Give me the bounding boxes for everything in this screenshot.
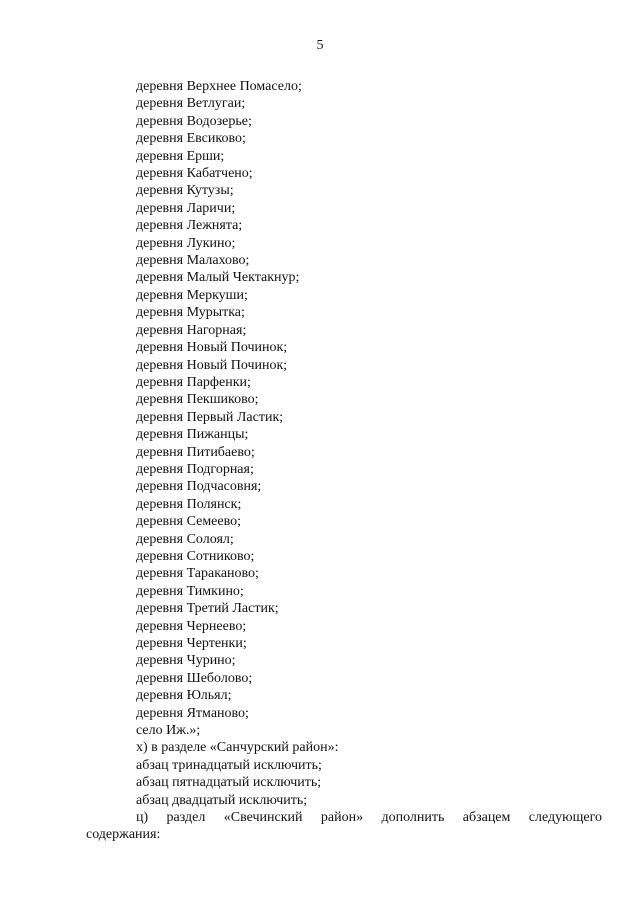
settlement-line: деревня Верхнее Помасело; [136,79,302,94]
settlement-line: деревня Водозерье; [136,113,252,129]
amendment-line: абзац тринадцатый исключить; [136,757,322,773]
settlement-line: деревня Лежнята; [136,218,243,234]
document-body [86,78,602,844]
amendment-line: х) в разделе «Санчурский район»: [136,740,339,756]
settlement-line: деревня Подгорная; [136,461,254,477]
settlement-line: деревня Шеболово; [136,670,253,686]
settlement-line: деревня Ерши; [136,148,225,164]
settlement-line: деревня Ятманово; [136,705,249,721]
final-paragraph-word: раздел [166,810,206,826]
final-paragraph-word: дополнить [381,810,445,826]
settlement-line: деревня Третий Ластик; [136,601,279,617]
amendment-list [136,739,602,809]
settlement-line: деревня Чурино; [136,653,236,669]
final-paragraph-word: ц) [136,810,149,826]
settlement-line: деревня Питибаево; [136,444,255,460]
settlement-line: деревня Тимкино; [136,583,244,599]
final-paragraph-word: район» [320,810,364,826]
settlement-line: деревня Подчасовня; [136,479,262,495]
settlement-line: деревня Первый Ластик; [136,409,284,425]
settlement-line: деревня Полянск; [136,496,242,512]
settlement-line: деревня Юльял; [136,688,232,704]
settlement-line: деревня Парфенки; [136,374,251,390]
settlement-line: деревня Ларичи; [136,200,236,216]
amendment-line: абзац пятнадцатый исключить; [136,775,322,791]
settlement-list [136,78,602,739]
settlement-line: деревня Новый Починок; [136,357,288,373]
settlement-line: село Иж.»; [136,723,201,739]
page-number: 5 [316,38,324,53]
settlement-line: деревня Семеево; [136,514,242,530]
settlement-line: деревня Евсиково; [136,131,246,147]
settlement-line: деревня Солоял; [136,531,234,547]
amendment-line: абзац двадцатый исключить; [136,792,308,808]
final-paragraph-first-line [136,809,602,826]
settlement-line: деревня Кабатчено; [136,166,253,182]
settlement-line: деревня Мурытка; [136,305,245,321]
settlement-line: деревня Чернеево; [136,618,247,634]
settlement-line: деревня Пижанцы; [136,427,249,443]
final-paragraph-continuation: содержания: [86,827,161,843]
settlement-line: деревня Ветлугаи; [136,96,246,112]
final-paragraph-word: «Свечинский [223,810,303,826]
settlement-line: деревня Тараканово; [136,566,259,582]
settlement-line: деревня Сотниково; [136,548,255,564]
final-paragraph-word: следующего [528,810,602,826]
settlement-line: деревня Новый Починок; [136,340,288,356]
settlement-line: деревня Малый Чектакнур; [136,270,300,286]
final-paragraph-word: абзацем [462,810,511,826]
settlement-line: деревня Чертенки; [136,636,247,651]
settlement-line: деревня Малахово; [136,253,250,269]
settlement-line: деревня Пекшиково; [136,392,259,408]
settlement-line: деревня Кутузы; [136,183,234,199]
settlement-line: деревня Нагорная; [136,322,247,338]
settlement-line: деревня Меркуши; [136,287,248,303]
settlement-line: деревня Лукино; [136,235,236,251]
